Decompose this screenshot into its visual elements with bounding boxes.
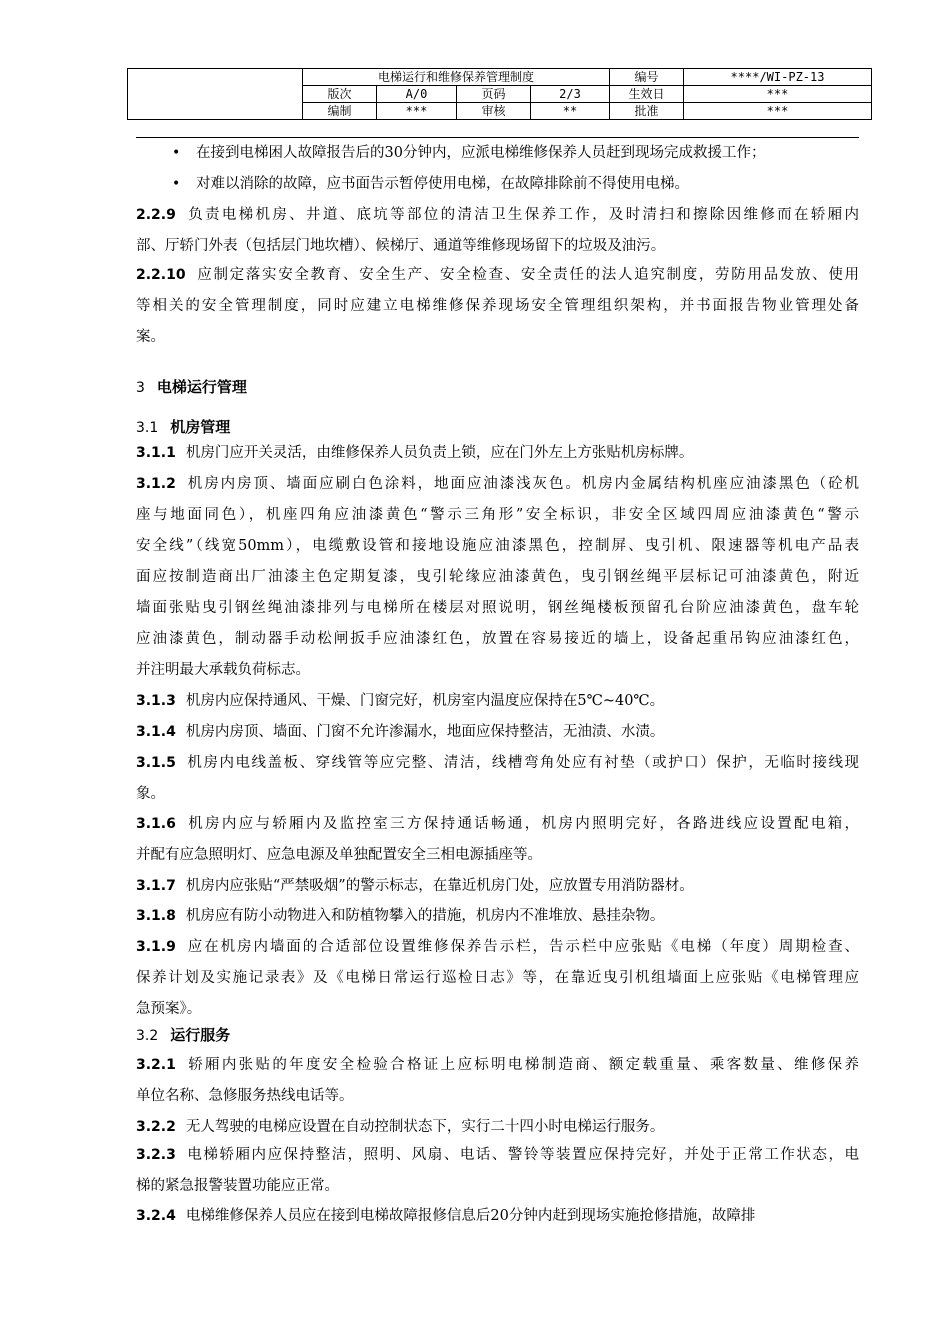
- clause-number: 3.1.4: [136, 724, 176, 740]
- clause-text: 机房内电线盖板、穿线管等应完整、清洁，线槽弯角处应有衬垫（或护口）保护，无临时接线现: [185, 755, 859, 771]
- clause-text: 机房内应与轿厢内及监控室三方保持通话畅通，机房内照明完好，各路进线应设置配电箱，: [185, 816, 859, 832]
- clause-text: 象。: [136, 786, 165, 802]
- clause-text: 座与地面同色），机座四角应油漆黄色“警示三角形”安全标识，非安全区域四周应油漆黄色“警示: [136, 507, 859, 523]
- clause-number: 2.2.10: [136, 267, 186, 283]
- value-effective: ***: [684, 86, 872, 103]
- clause-text: 墙面张贴曳引钢丝绳油漆排列与电梯所在楼层对照说明，钢丝绳楼板预留孔台阶应油漆黄色，盘车轮: [136, 600, 859, 616]
- clause-line: [136, 205, 859, 225]
- clause-text: 机房门应开关灵活，由维修保养人员负责上锁，应在门外左上方张贴机房标牌。: [185, 445, 694, 461]
- header-divider: [136, 137, 859, 138]
- section-number: 3: [136, 380, 145, 396]
- clause-line: [136, 968, 859, 988]
- clause-line: [136, 505, 859, 525]
- clause-number: 3.1.9: [136, 939, 176, 955]
- clause-text: 安全线”（线宽50mm），电缆敷设管和接地设施应油漆黑色，控制屏、曳引机、限速器等机电产品表: [136, 538, 859, 554]
- clause-line: [136, 1176, 339, 1196]
- clause-line: [136, 1117, 664, 1137]
- subsection-number: 3.1: [136, 420, 159, 436]
- clause-text: 梯的紧急报警装置功能应正常。: [136, 1178, 339, 1194]
- clause-text: 应制定落实安全教育、安全生产、安全检查、安全责任的法人追究制度，劳防用品发放、使用: [195, 267, 859, 283]
- subsection-heading: [136, 1025, 230, 1046]
- bullet-marker: •: [172, 176, 181, 192]
- clause-text: 机房内应保持通风、干燥、门窗完好，机房室内温度应保持在5℃~40℃。: [185, 693, 665, 709]
- clause-number: 2.2.9: [136, 207, 176, 223]
- clause-number: 3.2.1: [136, 1057, 176, 1073]
- clause-number: 3.2.3: [136, 1147, 176, 1163]
- clause-line: 部、厅轿门外表（包括层门地坎槽）、候梯厅、通道等维修现场留下的垃圾及油污。: [136, 238, 666, 254]
- clause-number: 3.1.7: [136, 878, 176, 894]
- clause-line: [136, 722, 664, 742]
- label-page: 页码: [457, 86, 531, 103]
- clause-text: 机房内应张贴“严禁吸烟”的警示标志，在靠近机房门处，应放置专用消防器材。: [185, 878, 694, 894]
- subsection-number: 3.2: [136, 1028, 159, 1044]
- clause-text: 并注明最大承载负荷标志。: [136, 662, 310, 678]
- clause-line: 案。: [136, 329, 165, 345]
- label-approved: 批准: [610, 103, 684, 120]
- subsection-title: 运行服务: [170, 1026, 231, 1044]
- subsection-heading: [136, 417, 230, 438]
- clause-text: 应在机房内墙面的合适部位设置维修保养告示栏，告示栏中应张贴《电梯（年度）周期检查、: [185, 939, 859, 955]
- label-code: 编号: [610, 69, 684, 86]
- label-version: 版次: [303, 86, 377, 103]
- clause-line: [136, 845, 542, 865]
- clause-line: [136, 474, 859, 494]
- value-approved: ***: [684, 103, 872, 120]
- label-prepared: 编制: [303, 103, 377, 120]
- clause-line: [136, 814, 859, 834]
- clause-text: 轿厢内张贴的年度安全检验合格证上应标明电梯制造商、额定载重量、乘客数量、维修保养: [185, 1057, 859, 1073]
- section-heading: [136, 377, 247, 398]
- clause-number: 3.1.8: [136, 908, 176, 924]
- label-effective: 生效日: [610, 86, 684, 103]
- document-header-table: [127, 68, 872, 120]
- clause-text: 保养计划及实施记录表》及《电梯日常运行巡检日志》等，在靠近曳引机组墙面上应张贴《电梯管理应: [136, 970, 859, 986]
- value-code: ****/WI-PZ-13: [684, 69, 872, 86]
- clause-text: 电梯轿厢内应保持整洁，照明、风扇、电话、警铃等装置应保持完好，并处于正常工作状态，电: [185, 1147, 859, 1163]
- clause-number: 3.1.3: [136, 693, 176, 709]
- clause-line: [136, 660, 310, 680]
- clause-line: [136, 876, 694, 896]
- clause-text: 机房内房顶、墙面、门窗不允许渗漏水，地面应保持整洁，无油渍、水渍。: [185, 724, 665, 740]
- clause-number: 3.1.6: [136, 816, 176, 832]
- clause-number: 3.2.2: [136, 1119, 176, 1135]
- bullet-item: 在接到电梯困人故障报告后的30分钟内，应派电梯维修保养人员赶到现场完成救援工作；: [196, 145, 766, 161]
- clause-line: [136, 1086, 354, 1106]
- label-reviewed: 审核: [457, 103, 531, 120]
- clause-line: [136, 265, 859, 285]
- clause-line: [136, 753, 859, 773]
- clause-line: [136, 443, 693, 463]
- clause-line: [136, 1206, 755, 1226]
- subsection-title: 机房管理: [170, 418, 231, 436]
- clause-line: [136, 598, 859, 618]
- value-reviewed: **: [531, 103, 610, 120]
- value-version: A/0: [377, 86, 457, 103]
- bullet-item: 对难以消除的故障，应书面告示暂停使用电梯，在故障排除前不得使用电梯。: [196, 176, 689, 192]
- clause-line: [136, 784, 165, 804]
- logo-cell: [128, 69, 303, 120]
- clause-text: 急预案》。: [136, 1001, 202, 1017]
- clause-text: 并配有应急照明灯、应急电源及单独配置安全三相电源插座等。: [136, 847, 542, 863]
- clause-text: 无人驾驶的电梯应设置在自动控制状态下，实行二十四小时电梯运行服务。: [185, 1119, 665, 1135]
- clause-number: 3.2.4: [136, 1208, 176, 1224]
- clause-text: 机房内房顶、墙面应刷白色涂料，地面应油漆浅灰色。机房内金属结构机座应油漆黑色（砼机: [185, 476, 859, 492]
- clause-line: 等相关的安全管理制度，同时应建立电梯维修保养现场安全管理组织架构，并书面报告物业管理处备: [136, 298, 859, 314]
- clause-text: 电梯维修保养人员应在接到电梯故障报修信息后20分钟内赶到现场实施抢修措施，故障排: [185, 1208, 756, 1224]
- clause-line: [136, 629, 859, 649]
- clause-text: 面应按制造商出厂油漆主色定期复漆，曳引轮缘应油漆黄色，曳引钢丝绳平层标记可油漆黄色，附近: [136, 569, 859, 585]
- clause-line: [136, 536, 859, 556]
- clause-line: [136, 567, 859, 587]
- clause-text: 应油漆黄色，制动器手动松闸扳手应油漆红色，放置在容易接近的墙上，设备起重吊钩应油漆红色，: [136, 631, 859, 647]
- clause-number: 3.1.1: [136, 445, 176, 461]
- clause-text: 负责电梯机房、井道、底坑等部位的清洁卫生保养工作，及时清扫和擦除因维修而在轿厢内: [185, 207, 859, 223]
- value-page: 2/3: [531, 86, 610, 103]
- clause-line: [136, 937, 859, 957]
- bullet-marker: •: [172, 145, 181, 161]
- clause-line: [136, 1145, 859, 1165]
- clause-line: [136, 1055, 859, 1075]
- clause-number: 3.1.2: [136, 476, 176, 492]
- clause-line: [136, 691, 664, 711]
- clause-text: 机房应有防小动物进入和防植物攀入的措施，机房内不准堆放、悬挂杂物。: [185, 908, 665, 924]
- doc-title: 电梯运行和维修保养管理制度: [303, 69, 610, 86]
- clause-number: 3.1.5: [136, 755, 176, 771]
- clause-text: 单位名称、急修服务热线电话等。: [136, 1088, 354, 1104]
- clause-line: [136, 906, 664, 926]
- clause-line: [136, 999, 201, 1019]
- section-title: 电梯运行管理: [156, 378, 247, 396]
- value-prepared: ***: [377, 103, 457, 120]
